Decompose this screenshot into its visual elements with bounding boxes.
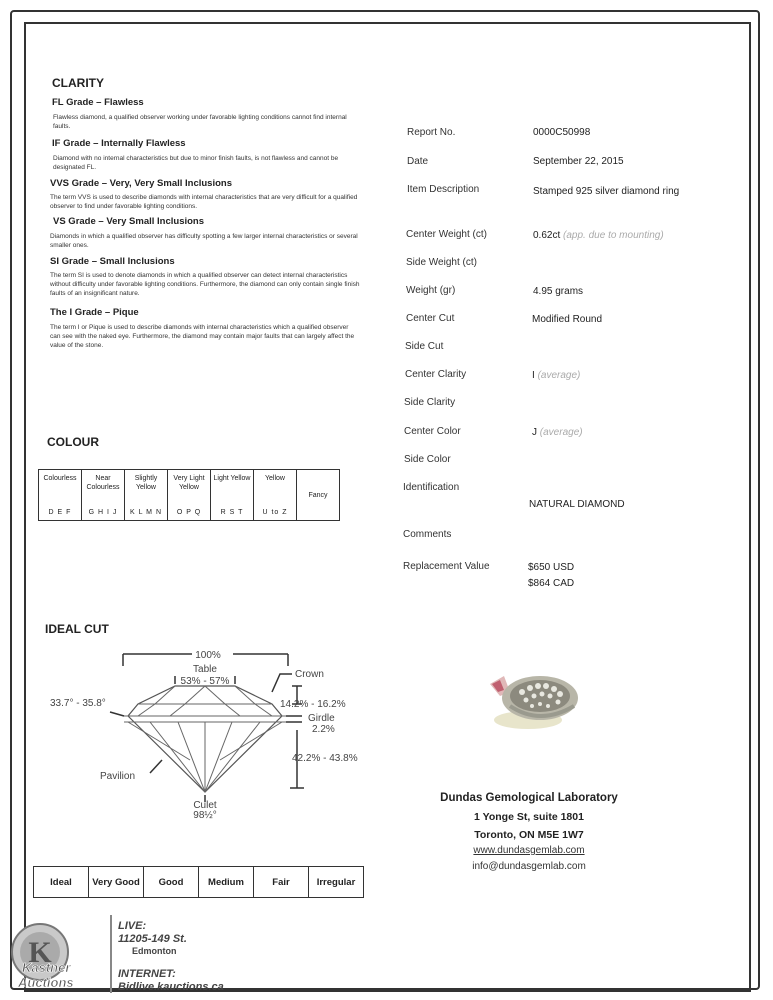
crown-label-text: Crown — [295, 669, 324, 680]
culet-label-text: Culet — [193, 800, 217, 811]
colour-label: Very Light Yellow — [173, 474, 205, 491]
colour-label: Yellow — [265, 474, 285, 482]
side-color-label: Side Color — [404, 454, 451, 465]
ring-photo — [470, 662, 590, 732]
clarity-grade-vvs-title: VVS Grade – Very, Very Small Inclusions — [50, 178, 232, 189]
comments-label: Comments — [403, 529, 452, 540]
cut-grade-good: Good — [144, 867, 199, 898]
diamond-proportions-diagram — [40, 640, 370, 830]
center-color-label: Center Color — [404, 426, 461, 437]
colour-values: D E F — [48, 508, 72, 516]
report-no-label: Report No. — [407, 127, 456, 138]
center-color-value — [532, 427, 583, 438]
report-no-value: 0000C50998 — [533, 127, 591, 138]
pavilion-label-text: Pavilion — [100, 771, 136, 782]
side-weight-label: Side Weight (ct) — [406, 257, 477, 268]
lab-address-1: 1 Yonge St, suite 1801 — [474, 811, 584, 823]
cut-grade-table — [33, 866, 364, 898]
colour-grade-table — [38, 469, 340, 521]
girdle-label-text: Girdle — [308, 713, 335, 724]
identification-value: NATURAL DIAMOND — [529, 499, 625, 510]
center-weight-label: Center Weight (ct) — [406, 229, 487, 240]
clarity-grade-fl-title: FL Grade – Flawless — [52, 97, 144, 108]
logo-text-line-1: Kastner — [22, 960, 71, 975]
logo-text-line-2: Auctions — [18, 975, 74, 990]
svg-text:K: K — [28, 936, 52, 969]
weight-gr-value: 4.95 grams — [533, 286, 584, 297]
live-address: 11205-149 St. — [118, 933, 187, 945]
clarity-grade-vs-title: VS Grade – Very Small Inclusions — [53, 216, 205, 227]
colour-cell-slightly-yellow — [125, 470, 168, 521]
colour-values: U to Z — [262, 508, 288, 516]
crown-height-text: 14.2% - 16.2% — [280, 699, 346, 710]
center-color-grade: J — [532, 427, 537, 438]
lab-email: info@dundasgemlab.com — [472, 861, 586, 872]
clarity-grade-si-desc: The term SI is used to denote diamonds in which a qualified observer can detect internal characteristics without difficulty under favorable lighting conditions. Furthermore, the diamond can only contain single finish faults of an insignificant nature. — [50, 272, 360, 297]
cut-grade-ideal: Ideal — [34, 867, 89, 898]
center-clarity-value — [532, 370, 580, 381]
clarity-grade-if-desc: Diamond with no internal characteristics but due to minor finish faults, is not flawless and cannot be designated FL. — [53, 155, 339, 171]
center-clarity-note: (average) — [537, 370, 581, 381]
colour-heading: COLOUR — [47, 435, 99, 449]
item-description-label: Item Description — [407, 184, 480, 195]
clarity-grade-fl-desc: Flawless diamond, a qualified observer working under favorable lighting conditions cannot find internal faults. — [53, 114, 347, 130]
colour-values: K L M N — [129, 508, 163, 516]
colour-label: Fancy — [308, 491, 328, 499]
colour-label: Light Yellow — [213, 474, 251, 482]
internet-label: INTERNET: — [118, 968, 176, 980]
item-description-value: Stamped 925 silver diamond ring — [533, 186, 680, 197]
cut-grade-medium: Medium — [199, 867, 254, 898]
kastner-auctions-logo — [8, 920, 104, 992]
date-value: September 22, 2015 — [533, 156, 624, 167]
clarity-grade-si-title: SI Grade – Small Inclusions — [50, 256, 175, 267]
colour-cell-fancy — [297, 470, 340, 521]
side-cut-label: Side Cut — [405, 341, 444, 352]
center-cut-label: Center Cut — [406, 313, 455, 324]
crown-angle-text: 33.7° - 35.8° — [50, 698, 106, 709]
table-pct-text: 53% - 57% — [180, 676, 230, 687]
colour-cell-light-yellow — [211, 470, 254, 521]
colour-label: Colourless — [43, 474, 77, 482]
colour-values: O P Q — [176, 508, 202, 516]
live-label: LIVE: — [118, 920, 147, 932]
identification-label: Identification — [403, 482, 460, 493]
colour-cell-very-light-yellow — [168, 470, 211, 521]
weight-gr-label: Weight (gr) — [406, 285, 456, 296]
cut-grade-fair: Fair — [254, 867, 309, 898]
girdle-pct-text: 2.2% — [312, 724, 335, 735]
colour-values: G H I J — [88, 508, 118, 516]
culet-value-text: 98½° — [193, 810, 217, 821]
lab-name: Dundas Gemological Laboratory — [440, 792, 618, 804]
center-weight-amount: 0.62ct — [533, 230, 561, 241]
clarity-grade-i-title: The I Grade – Pique — [50, 307, 139, 318]
ideal-cut-heading: IDEAL CUT — [45, 622, 109, 636]
replacement-value-label: Replacement Value — [403, 561, 490, 572]
center-clarity-grade: I — [532, 370, 535, 381]
colour-values: R S T — [220, 508, 244, 516]
replacement-value-cad: $864 CAD — [528, 578, 575, 589]
clarity-heading: CLARITY — [52, 76, 104, 90]
colour-label: Slightly Yellow — [134, 474, 158, 491]
cut-grade-irregular: Irregular — [309, 867, 364, 898]
lab-website-link[interactable]: www.dundasgemlab.com — [473, 845, 585, 856]
center-clarity-label: Center Clarity — [405, 369, 467, 380]
colour-cell-near-colourless — [82, 470, 125, 521]
center-cut-value: Modified Round — [532, 314, 603, 325]
clarity-grade-vs-desc: Diamonds in which a qualified observer has difficulty spotting a few larger internal characteristics or several smaller ones. — [50, 233, 358, 249]
center-weight-note: (app. due to mounting) — [563, 230, 664, 241]
internet-url[interactable]: Bidlive.kauctions.ca — [118, 981, 224, 993]
date-label: Date — [407, 156, 429, 167]
clarity-grade-vvs-desc: The term VVS is used to describe diamonds with internal characteristics that are very difficult for a qualified observer to find under favorable lighting conditions. — [50, 194, 358, 210]
footer-divider — [110, 915, 112, 993]
clarity-grade-i-desc: The term I or Pique is used to describe diamonds with internal characteristics which a qualified observer can see with the naked eye. Furthermore, the diamond may contain major faults that can largely affect the value of the stone. — [50, 324, 355, 349]
colour-cell-colourless — [39, 470, 82, 521]
table-label-text: Table — [193, 664, 217, 675]
side-clarity-label: Side Clarity — [404, 397, 456, 408]
live-city: Edmonton — [132, 946, 177, 956]
center-color-note: (average) — [539, 427, 583, 438]
colour-cell-yellow — [254, 470, 297, 521]
lab-address-2: Toronto, ON M5E 1W7 — [474, 829, 584, 841]
center-weight-value — [533, 230, 664, 241]
replacement-value-usd: $650 USD — [528, 562, 575, 573]
width-pct-text: 100% — [195, 650, 221, 661]
colour-label: Near Colourless — [86, 474, 120, 491]
clarity-grade-if-title: IF Grade – Internally Flawless — [52, 138, 186, 149]
pavilion-depth-text: 42.2% - 43.8% — [292, 753, 358, 764]
cut-grade-very-good: Very Good — [89, 867, 144, 898]
